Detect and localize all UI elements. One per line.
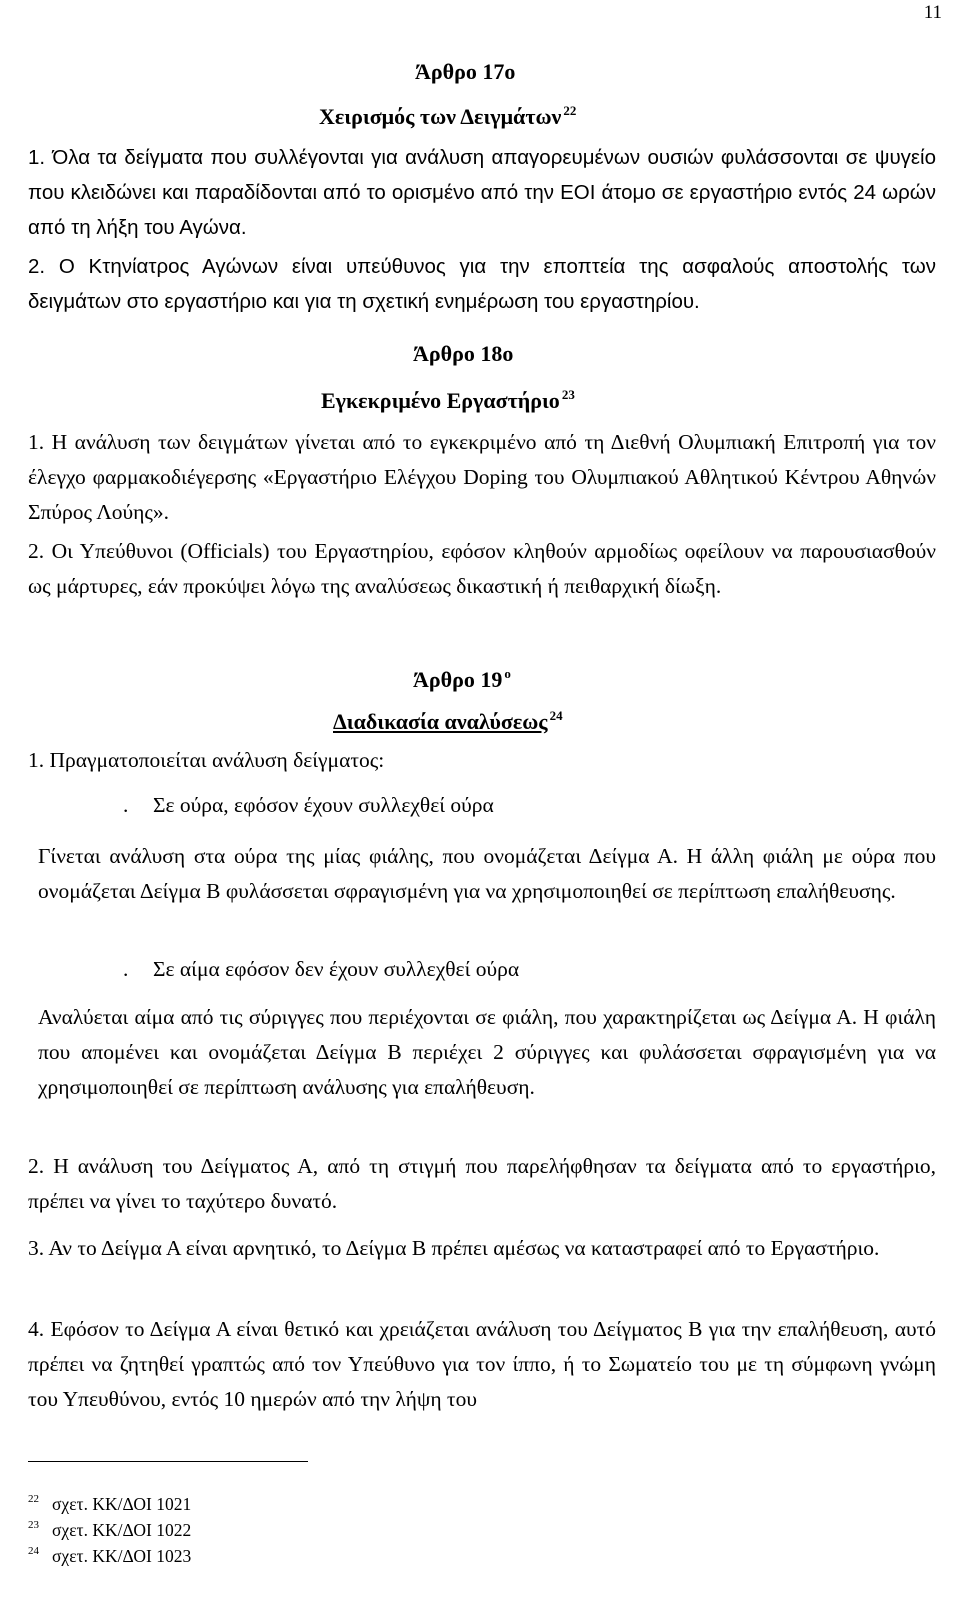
bullet-blood-text: Αναλύεται αίμα από τις σύριγγες που περιέχονται σε φιάλη, που χαρακτηρίζεται ως Δείγμα Α. Η φιάλη που απομένει και ονομάζεται Δείγμα Β περιέχει 2 σύριγγες και φυλάσσεται σφραγισμένη για να χρησιμοποιηθεί σε περίπτωση ανάλυσης για επαλήθευση.: [38, 1005, 936, 1099]
bullet-blood: . Σε αίμα εφόσον δεν έχουν συλλεχθεί ούρα: [123, 957, 520, 981]
article-17-heading: Άρθρο 17ο: [415, 59, 516, 84]
article-18-title: Εγκεκριμένο Εργαστήριο $^{23}$: [321, 387, 575, 413]
article-19-paragraph-1: 1. Πραγματοποιείται ανάλυση δείγματος:: [28, 748, 385, 772]
footnote-ref-24: 24: [549, 708, 563, 723]
article-19-paragraph-4: 4. Εφόσον το Δείγμα Α είναι θετικό και χρειάζεται ανάλυση του Δείγματος Β για την επαλήθευση, αυτό πρέπει να ζητηθεί γραπτώς από τον Υπεύθυνο για τον ίππο, ή το Σωματείο του με τη σύμφωνη γνώμη του Υπευθύνου, εντός 10 ημερών από την λήψη του: [28, 1317, 936, 1411]
article-19-paragraph-2: 2. Η ανάλυση του Δείγματος Α, από τη στιγμή που παρελήφθησαν τα δείγματα από το εργαστήριο, πρέπει να γίνει το ταχύτερο δυνατό.: [28, 1154, 936, 1213]
footnote-24: $^{24}$ σχετ. ΚΚ/ΔΟΙ 1023: [28, 1545, 192, 1566]
article-17-paragraph-2: 2. Ο Κτηνίατρος Αγώνων είναι υπεύθυνος για την εποπτεία της ασφαλούς αποστολής των δειγμάτων στο εργαστήριο και για τη σχετική ενημέρωση του εργαστηρίου.: [28, 255, 936, 313]
footnote-22: $^{22}$ σχετ. ΚΚ/ΔΟΙ 1021: [28, 1493, 192, 1514]
page-number: 11: [923, 2, 942, 23]
article-17-paragraph-1: 1. Όλα τα δείγματα που συλλέγονται για ανάλυση απαγορευμένων ουσιών φυλάσσονται σε ψυγείο που κλειδώνει και παραδίδονται από το ορισμένο από την ΕΟΙ άτομο σε εργαστήριο εντός 24 ωρών από τη λήξη του Αγώνα.: [28, 146, 936, 239]
footnote-23: $^{23}$ σχετ. ΚΚ/ΔΟΙ 1022: [28, 1519, 192, 1540]
article-18-paragraph-2: 2. Οι Υπεύθυνοι (Officials) του Εργαστηρίου, εφόσον κληθούν αρμοδίως οφείλουν να παρουσιασθούν ως μάρτυρες, εάν προκύψει λόγω της αναλύσεως δικαστική ή πειθαρχική δίωξη.: [28, 539, 936, 598]
article-19-heading: Άρθρο 19 $^o$: [413, 666, 511, 692]
bullet-urine: . Σε ούρα, εφόσον έχουν συλλεχθεί ούρα: [123, 793, 494, 817]
footnote-separator: [28, 1461, 308, 1462]
footnote-ref-22: 22: [563, 103, 577, 118]
article-18-paragraph-1: 1. Η ανάλυση των δειγμάτων γίνεται από το εγκεκριμένο από τη Διεθνή Ολυμπιακή Επιτροπή για τον έλεγχο φαρμακοδιέγερσης «Εργαστήριο Ελέγχου Doping του Ολυμπιακού Αθλητικού Κέντρου Αθηνών Σπύρος Λούης».: [28, 430, 936, 524]
article-19-title: Διαδικασία αναλύσεως $^{24}$: [333, 708, 563, 734]
article-17-title: Χειρισμός των Δειγμάτων $^{22}$: [319, 103, 577, 129]
article-19-paragraph-3: 3. Αν το Δείγμα Α είναι αρνητικό, το Δείγμα Β πρέπει αμέσως να καταστραφεί από το Εργαστήριο.: [28, 1236, 880, 1260]
bullet-urine-text: Γίνεται ανάλυση στα ούρα της μίας φιάλης, που ονομάζεται Δείγμα Α. Η άλλη φιάλη με ούρα που ονομάζεται Δείγμα Β φυλάσσεται σφραγισμένη για να χρησιμοποιηθεί σε περίπτωση επαλήθευσης.: [38, 844, 936, 903]
article-18-heading: Άρθρο 18ο: [413, 341, 514, 366]
footnote-ref-23: 23: [561, 387, 575, 402]
